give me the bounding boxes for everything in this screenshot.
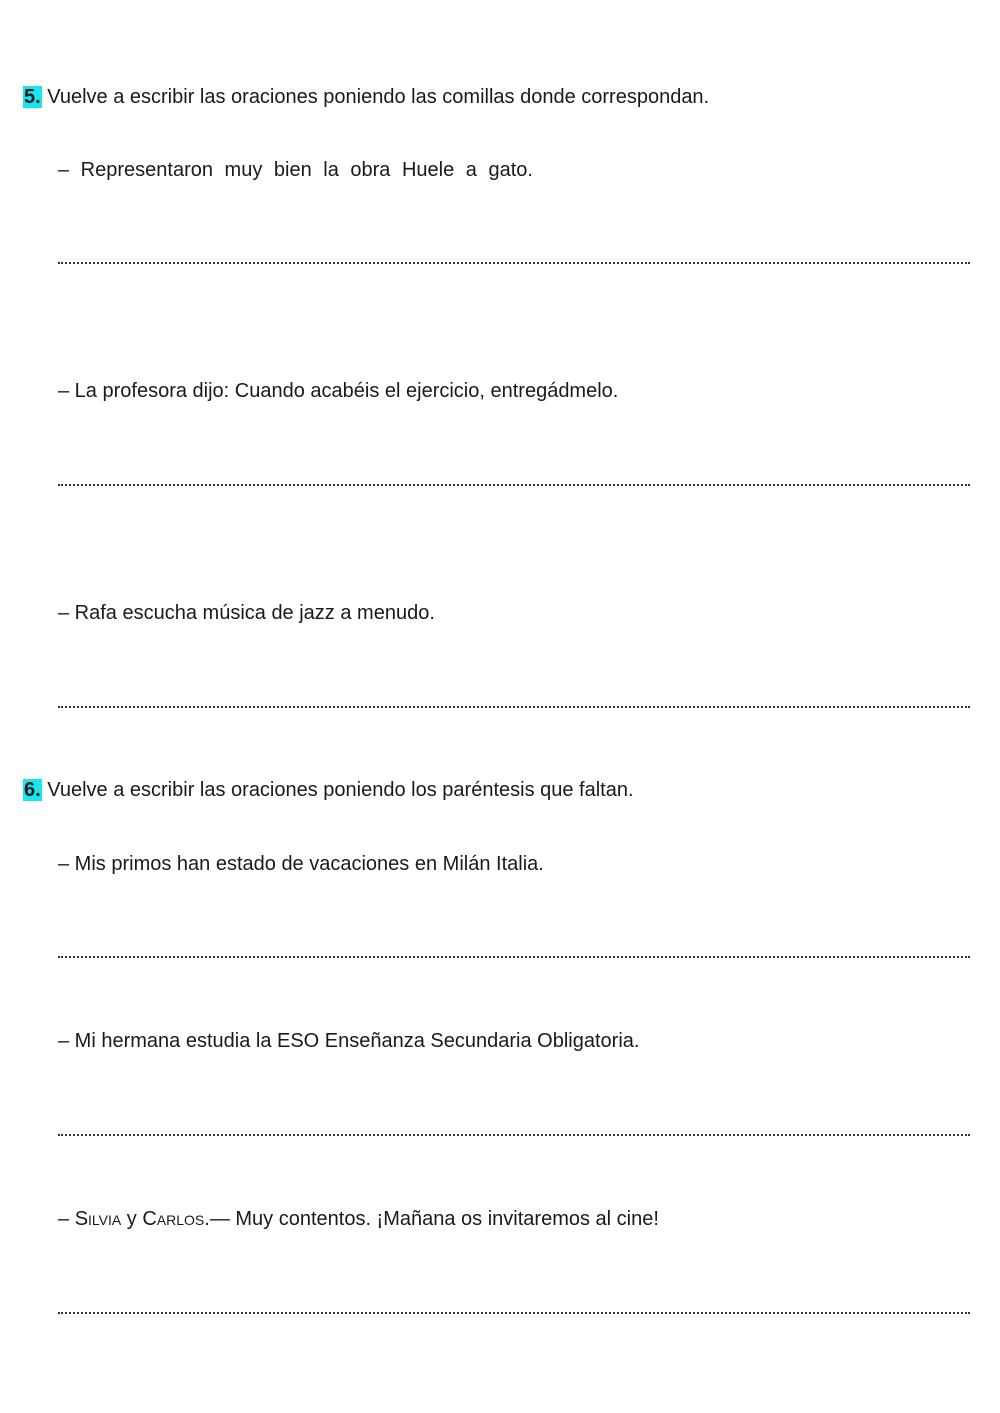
exercise-5-number: 5. [24, 86, 41, 108]
exercise-6-number: 6. [24, 779, 41, 801]
exercise-5-sentence-2: – La profesora dijo: Cuando acabéis el ejercicio, entregádmelo. [58, 380, 619, 402]
exercise-6-answer-line-1[interactable] [58, 956, 970, 958]
exercise-5-sentence-3: – Rafa escucha música de jazz a menudo. [58, 602, 435, 624]
character-name-carlos: Carlos [142, 1208, 205, 1230]
exercise-5-instruction: Vuelve a escribir las oraciones poniendo las comillas donde correspondan. [47, 86, 710, 108]
character-name-silvia: Silvia [74, 1208, 122, 1230]
exercise-6-sentence-3 [58, 1206, 659, 1232]
exercise-5-answer-line-3[interactable] [58, 706, 970, 708]
exercise-5-answer-line-1[interactable] [58, 262, 970, 264]
exercise-5-answer-line-2[interactable] [58, 484, 970, 486]
exercise-6-instruction: Vuelve a escribir las oraciones poniendo los paréntesis que faltan. [47, 779, 634, 801]
exercise-5-heading [23, 84, 709, 110]
exercise-6-sentence-2: – Mi hermana estudia la ESO Enseñanza Secundaria Obligatoria. [58, 1030, 640, 1052]
exercise-6-answer-line-3[interactable] [58, 1312, 970, 1314]
exercise-5-sentence-1: – Representaron muy bien la obra Huele a gato. [58, 159, 533, 181]
dialogue-dash: – [58, 1208, 75, 1230]
exercise-6-sentence-1: – Mis primos han estado de vacaciones en Milán Italia. [58, 853, 544, 875]
conjunction: y [121, 1208, 143, 1230]
exercise-6-answer-line-2[interactable] [58, 1134, 970, 1136]
dialogue-text: .— Muy contentos. ¡Mañana os invitaremos al cine! [204, 1208, 659, 1230]
exercise-6-heading [23, 777, 634, 803]
